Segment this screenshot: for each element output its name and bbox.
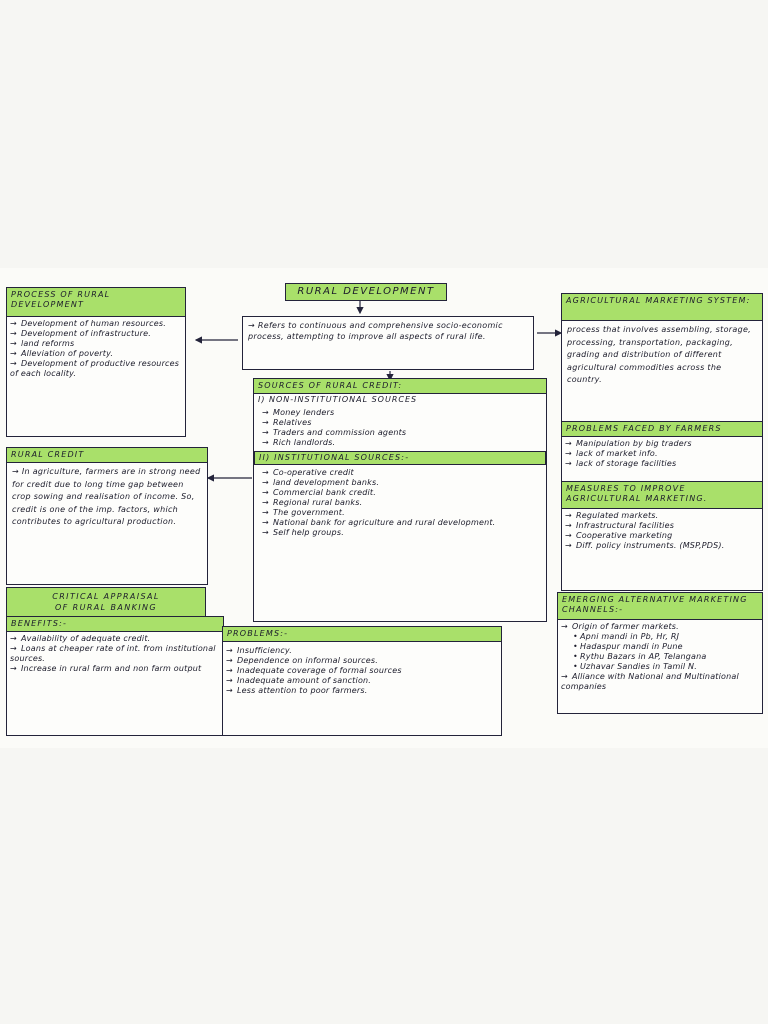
list-item-text: lack of storage facilities	[576, 459, 677, 468]
list-item	[10, 339, 182, 349]
list-item	[10, 349, 182, 359]
list-item-text: Development of infrastructure.	[21, 329, 151, 338]
emerging-heading: EMERGING ALTERNATIVE MARKETING CHANNELS:-	[558, 593, 762, 620]
list-item	[226, 676, 498, 686]
arrow-icon: →	[561, 672, 568, 681]
arrow-icon: →	[262, 468, 269, 477]
list-item	[262, 518, 543, 528]
list-item	[262, 498, 543, 508]
list-item-text: Dependence on informal sources.	[237, 656, 379, 665]
benefits-box	[6, 616, 224, 736]
list-item	[262, 488, 543, 498]
problems-box	[222, 626, 502, 736]
emerging-box	[557, 592, 763, 714]
arrow-icon: →	[262, 418, 269, 427]
list-item	[10, 359, 182, 379]
arrow-icon: →	[226, 666, 233, 675]
marketing-text: process that involves assembling, storage, processing, transportation, packaging, grading and distribution of different agricultural commodities across the country.	[567, 325, 752, 384]
list-item-text: Money lenders	[273, 408, 335, 417]
critical-heading-box	[6, 587, 206, 617]
arrow-icon: →	[565, 511, 572, 520]
list-item-text: Origin of farmer markets.	[572, 622, 679, 631]
problems-heading: PROBLEMS:-	[223, 627, 501, 642]
arrow-icon: →	[226, 686, 233, 695]
list-item	[262, 438, 543, 448]
list-item	[561, 672, 759, 692]
list-item-text: Uzhavar Sandies in Tamil N.	[580, 662, 697, 671]
list-item-text: Increase in rural farm and non farm output	[21, 664, 202, 673]
arrow-icon: →	[262, 478, 269, 487]
list-item	[10, 634, 220, 644]
arrow-icon: →	[248, 321, 256, 330]
arrow-icon: →	[262, 508, 269, 517]
benefits-list	[7, 632, 223, 674]
list-item	[10, 664, 220, 674]
critical-heading: CRITICAL APPRAISAL OF RURAL BANKING	[52, 592, 160, 612]
institutional-list	[254, 465, 546, 538]
list-item	[565, 511, 759, 521]
problems-farmers-box	[561, 421, 763, 483]
arrow-icon: →	[565, 459, 572, 468]
list-item-text: Less attention to poor farmers.	[237, 686, 368, 695]
process-heading: PROCESS OF RURAL DEVELOPMENT	[7, 288, 185, 317]
arrow-icon: →	[10, 644, 17, 653]
list-item-text: land development banks.	[273, 478, 380, 487]
list-item	[10, 329, 182, 339]
arrow-icon: →	[262, 408, 269, 417]
arrow-icon: →	[262, 528, 269, 537]
list-item	[561, 622, 759, 632]
list-item-text: The government.	[273, 508, 345, 517]
problems-list	[223, 642, 501, 696]
page-title: RURAL DEVELOPMENT	[285, 283, 447, 301]
arrow-icon: →	[10, 339, 17, 348]
list-item	[565, 541, 759, 551]
list-item-text: Cooperative marketing	[576, 531, 673, 540]
list-item	[565, 449, 759, 459]
list-item	[226, 666, 498, 676]
bullet-icon: •	[573, 642, 578, 651]
process-box	[6, 287, 186, 437]
list-item	[565, 459, 759, 469]
list-item	[262, 408, 543, 418]
list-item	[262, 478, 543, 488]
list-item-text: Apni mandi in Pb, Hr, RJ	[580, 632, 680, 641]
list-item-text: Alliance with National and Multinational companies	[561, 672, 739, 691]
list-item-text: Inadequate amount of sanction.	[237, 676, 372, 685]
arrow-icon: →	[565, 439, 572, 448]
arrow-icon: →	[10, 359, 17, 368]
sources-heading: SOURCES OF RURAL CREDIT:	[254, 379, 546, 394]
list-item	[226, 686, 498, 696]
list-item	[226, 656, 498, 666]
list-item-text: Inadequate coverage of formal sources	[237, 666, 402, 675]
problems-farmers-heading: PROBLEMS FACED BY FARMERS	[562, 422, 762, 437]
arrow-icon: →	[262, 498, 269, 507]
rural-credit-box	[6, 447, 208, 585]
bullet-icon: •	[573, 632, 578, 641]
list-item-text: Self help groups.	[273, 528, 344, 537]
list-item	[262, 468, 543, 478]
arrow-icon: →	[10, 664, 17, 673]
non-institutional-list	[254, 406, 546, 448]
arrow-icon: →	[12, 467, 20, 476]
list-item	[561, 652, 759, 662]
rural-credit-heading: RURAL CREDIT	[7, 448, 207, 463]
non-institutional-heading: I) NON-INSTITUTIONAL SOURCES	[258, 395, 418, 404]
list-item	[262, 428, 543, 438]
list-item	[262, 528, 543, 538]
rural-credit-text	[7, 463, 207, 532]
list-item-text: land reforms	[21, 339, 75, 348]
list-item	[565, 439, 759, 449]
list-item-text: Diff. policy instruments. (MSP,PDS).	[576, 541, 725, 550]
arrow-icon: →	[565, 541, 572, 550]
arrow-icon: →	[262, 488, 269, 497]
arrow-icon: →	[10, 319, 17, 328]
list-item-text: Rich landlords.	[273, 438, 336, 447]
arrow-icon: →	[10, 329, 17, 338]
list-item	[561, 632, 759, 642]
institutional-heading: II) INSTITUTIONAL SOURCES:-	[254, 451, 546, 465]
arrow-icon: →	[10, 349, 17, 358]
list-item-text: Insufficiency.	[237, 646, 292, 655]
process-list	[7, 317, 185, 379]
bullet-icon: •	[573, 662, 578, 671]
list-item-text: Regional rural banks.	[273, 498, 363, 507]
rural-credit-body: In agriculture, farmers are in strong need for credit due to long time gap between crop sowing and realisation of income. So, credit is one of the imp. factors, which contributes to agricultural production.	[12, 467, 201, 526]
list-item-text: lack of market info.	[576, 449, 658, 458]
arrow-icon: →	[10, 634, 17, 643]
list-item-text: Development of productive resources of each locality.	[10, 359, 180, 378]
list-item-text: Infrastructural facilities	[576, 521, 675, 530]
bullet-icon: •	[573, 652, 578, 661]
list-item-text: Traders and commission agents	[273, 428, 407, 437]
list-item-text: Rythu Bazars in AP, Telangana	[580, 652, 707, 661]
arrow-icon: →	[565, 449, 572, 458]
list-item	[565, 531, 759, 541]
list-item	[561, 662, 759, 672]
arrow-icon: →	[262, 438, 269, 447]
list-item-text: Relatives	[273, 418, 312, 427]
list-item-text: Availability of adequate credit.	[21, 634, 151, 643]
measures-heading: MEASURES TO IMPROVE AGRICULTURAL MARKETING.	[562, 482, 762, 509]
arrow-icon: →	[226, 646, 233, 655]
list-item-text: Manipulation by big traders	[576, 439, 692, 448]
arrow-icon: →	[565, 521, 572, 530]
arrow-icon: →	[226, 676, 233, 685]
arrow-icon: →	[561, 622, 568, 631]
list-item	[10, 644, 220, 664]
list-item-text: Development of human resources.	[21, 319, 166, 328]
list-item	[10, 319, 182, 329]
arrow-icon: →	[565, 531, 572, 540]
marketing-heading: AGRICULTURAL MARKETING SYSTEM:	[562, 294, 762, 321]
problems-farmers-list	[562, 437, 762, 469]
arrow-icon: →	[262, 428, 269, 437]
list-item-text: National bank for agriculture and rural development.	[273, 518, 496, 527]
list-item-text: Co-operative credit	[273, 468, 354, 477]
measures-list	[562, 509, 762, 551]
definition: Refers to continuous and comprehensive socio-economic process, attempting to improve all aspects of rural life.	[248, 321, 503, 341]
definition-text	[243, 317, 533, 345]
list-item-text: Hadaspur mandi in Pune	[580, 642, 683, 651]
list-item	[561, 642, 759, 652]
measures-box	[561, 481, 763, 591]
list-item-text: Commercial bank credit.	[273, 488, 376, 497]
arrow-icon: →	[226, 656, 233, 665]
arrow-icon: →	[262, 518, 269, 527]
list-item-text: Alleviation of poverty.	[21, 349, 114, 358]
definition-box	[242, 316, 534, 370]
emerging-list	[558, 620, 762, 692]
sources-box	[253, 378, 547, 622]
benefits-heading: BENEFITS:-	[7, 617, 223, 632]
list-item	[262, 418, 543, 428]
list-item-text: Regulated markets.	[576, 511, 659, 520]
list-item	[262, 508, 543, 518]
list-item	[226, 646, 498, 656]
list-item	[565, 521, 759, 531]
list-item-text: Loans at cheaper rate of int. from institutional sources.	[10, 644, 216, 663]
marketing-box	[561, 293, 763, 423]
